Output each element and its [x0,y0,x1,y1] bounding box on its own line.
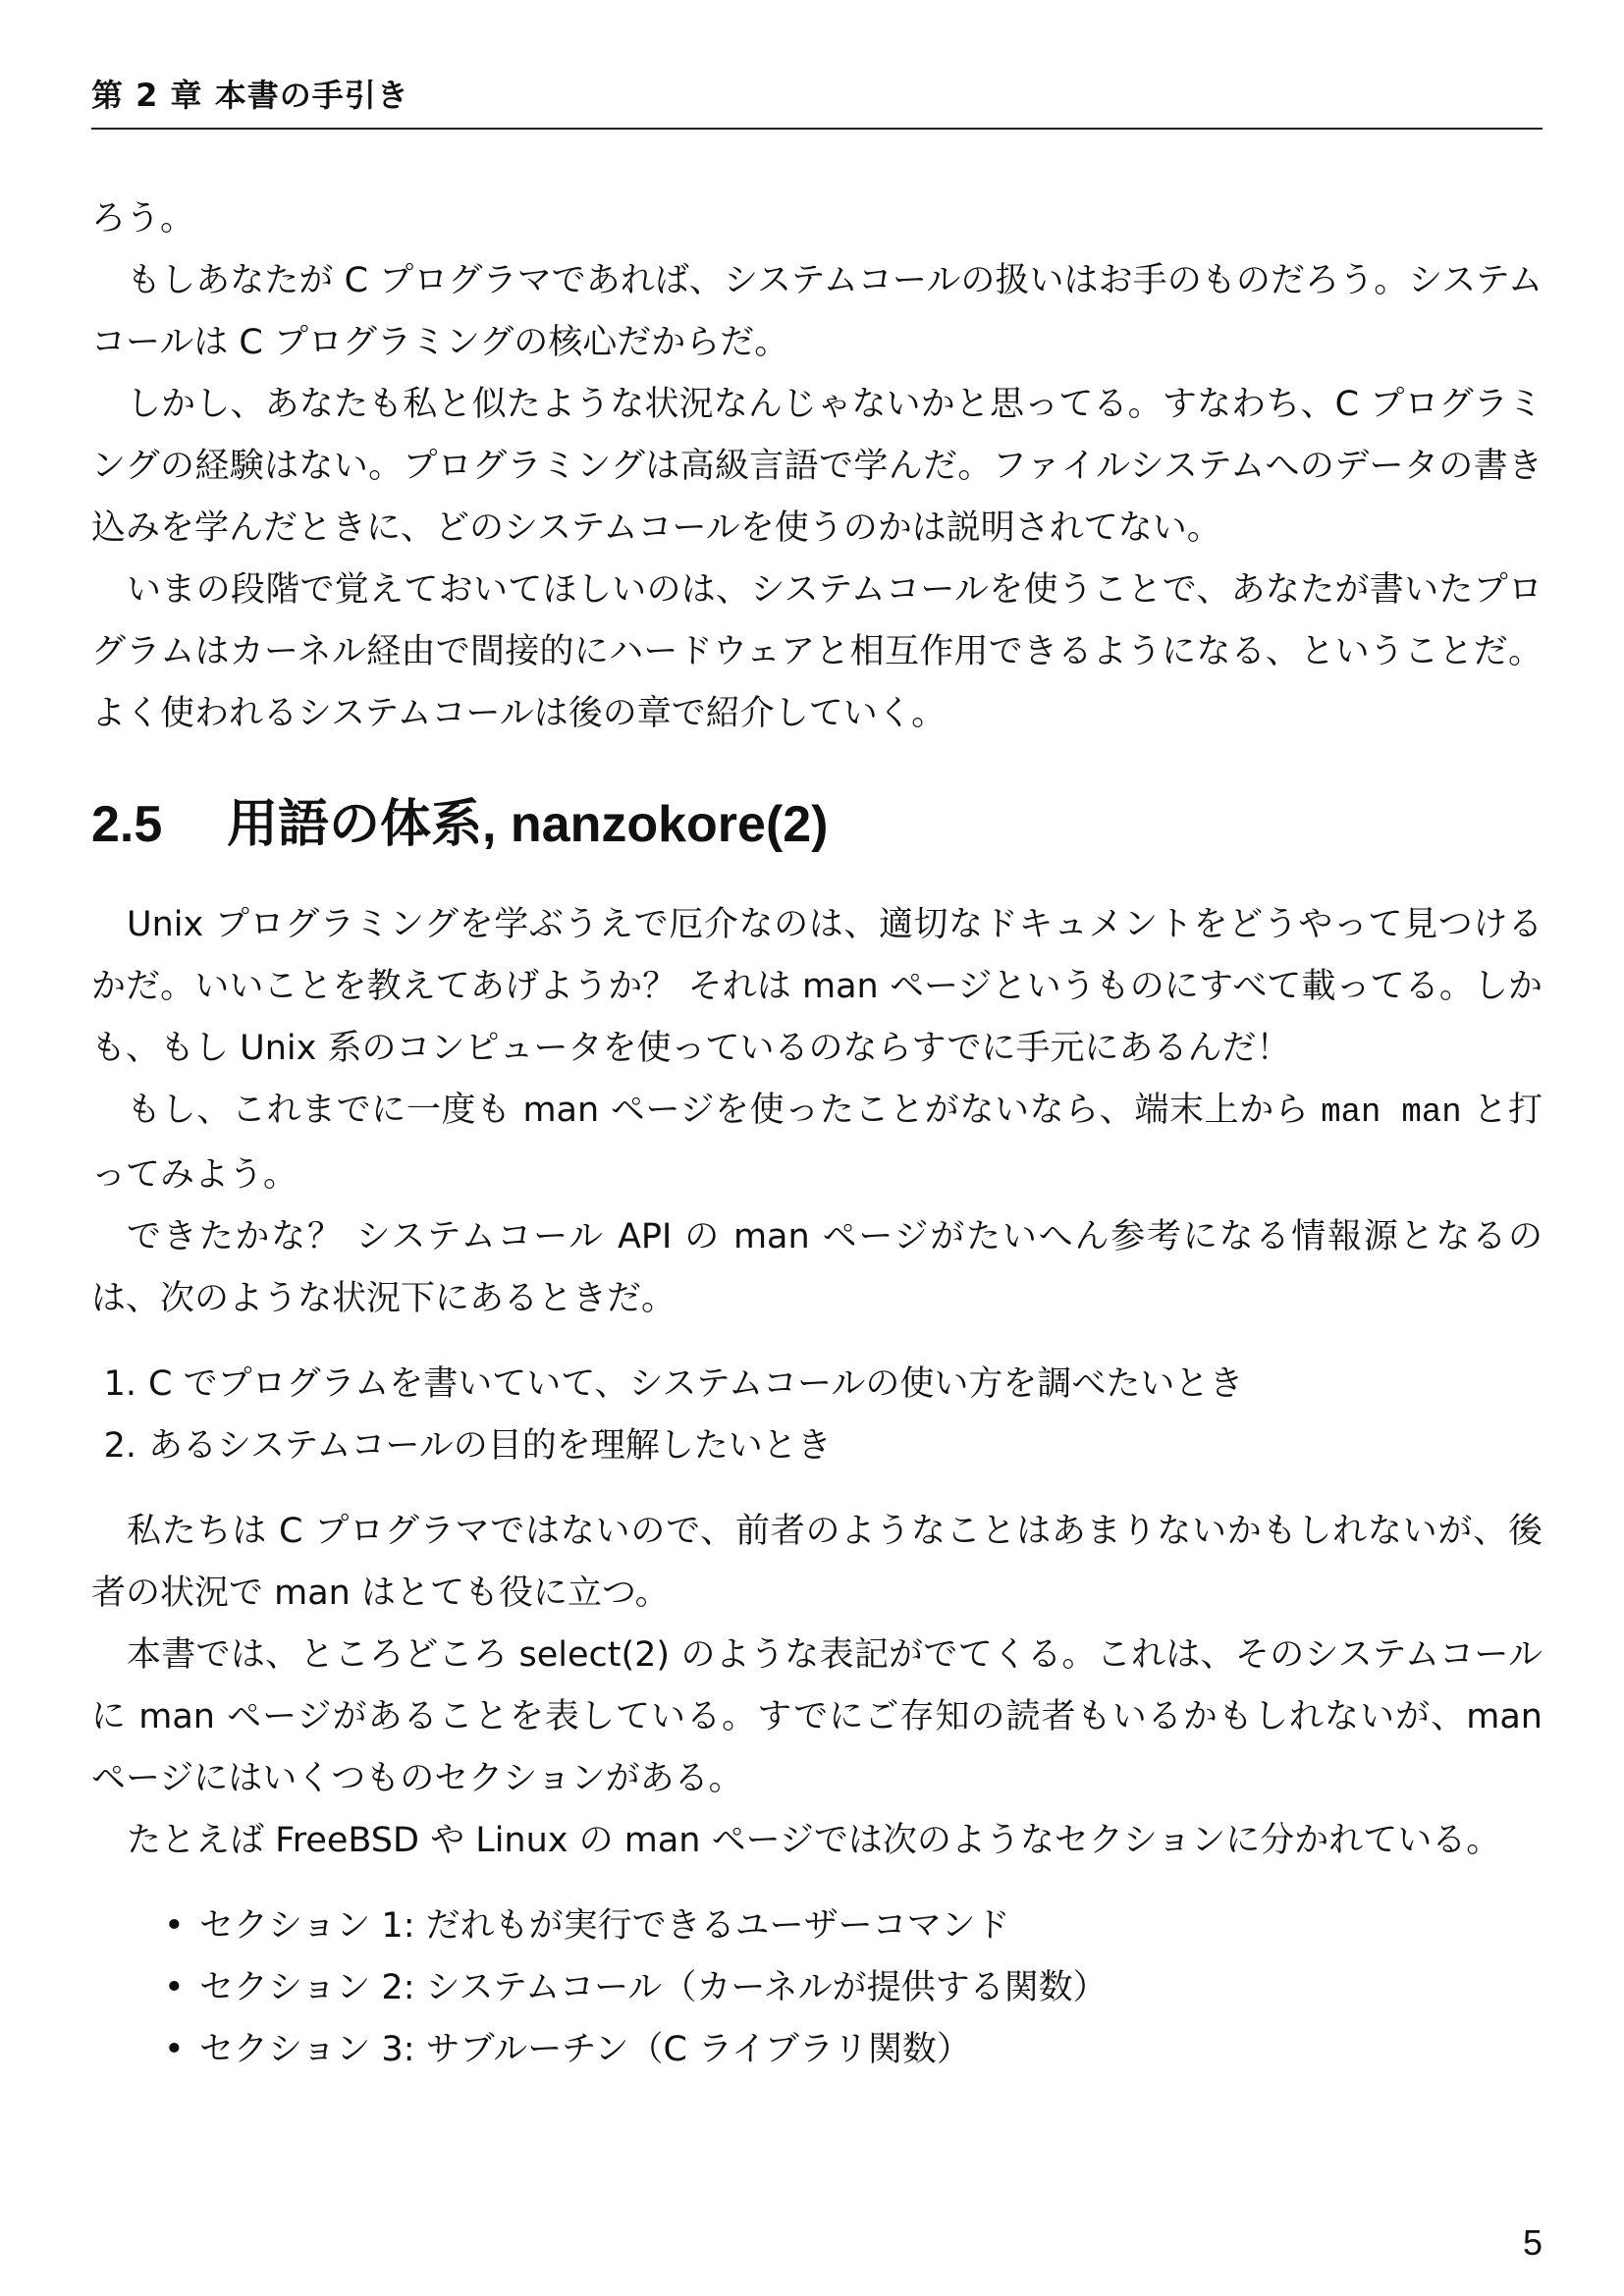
section-number: 2.5 [91,796,163,853]
paragraph: しかし、あなたも私と似たような状況なんじゃないかと思ってる。すなわち、C プログラミングの経験はない。プログラミングは高級言語で学んだ。ファイルシステムへのデータの書き込みを学んだときに、どのシステムコールを使うのかは説明されてない。 [91,385,1543,548]
list-item [91,1957,1543,2019]
list-item [91,1415,1543,1477]
paragraph-text: と打ってみよう。 [91,1091,1543,1195]
bullet-marker: • [164,2030,185,2069]
section-heading [91,790,1543,859]
list-item [91,2019,1543,2081]
list-item-text: セクション 2: システムコール（カーネルが提供する関数） [199,1968,1108,2007]
list-item-text: セクション 1: だれもが実行できるユーザーコマンド [199,1906,1010,1946]
paragraph: いまの段階で覚えておいてほしいのは、システムコールを使うことで、あなたが書いたプログラムはカーネル経由で間接的にハードウェアと相互作用できるようになる、ということだ。よく使われるシステムコールは後の章で紹介していく。 [91,570,1543,733]
list-marker: 1. [103,1364,136,1404]
list-item-text: あるシステムコールの目的を理解したいとき [148,1426,832,1466]
paragraph: Unix プログラミングを学ぶうえで厄介なのは、適切なドキュメントをどうやって見つけるかだ。いいことを教えてあげようか？ それは man ページというものにすべて載ってる。しかも、もし Unix 系のコンピュータを使っているのならすでに手元にあるんだ！ [91,905,1543,1068]
running-head: 第 2 章 本書の手引き [91,71,1543,130]
paragraph: できたかな？ システムコール API の man ページがたいへん参考になる情報源となるのは、次のような状況下にあるときだ。 [91,1217,1543,1318]
bullet-list [91,1896,1543,2081]
inline-code: man man [1321,1095,1462,1132]
paragraph: たとえば FreeBSD や Linux の man ページでは次のようなセクションに分かれている。 [127,1821,1501,1860]
page-number: 5 [1522,2222,1543,2263]
bullet-marker: • [164,1968,185,2007]
paragraph: もしあなたが C プログラマであれば、システムコールの扱いはお手のものだろう。システムコールは C プログラミングの核心だからだ。 [91,261,1543,362]
paragraph-text: もし、これまでに一度も man ページを使ったことがないなら、端末上から [127,1091,1322,1130]
list-item-text: セクション 3: サブルーチン（C ライブラリ関数） [199,2030,971,2069]
paragraph-with-code [91,1080,1543,1206]
list-item [91,1896,1543,1957]
list-item [91,1354,1543,1415]
paragraph-continuation: ろう。 [91,199,195,239]
paragraph: 本書では、ところどころ select(2) のような表記がでてくる。これは、そのシステムコールに man ページがあることを表している。すでにご存知の読者もいるかもしれないが、man ページにはいくつものセクションがある。 [91,1635,1543,1798]
section-title: 用語の体系, nanzokore(2) [227,796,829,853]
list-item-text: C でプログラムを書いていて、システムコールの使い方を調べたいとき [148,1364,1244,1404]
ordered-list [91,1354,1543,1477]
paragraph: 私たちは C プログラマではないので、前者のようなことはあまりないかもしれないが、後者の状況で man はとても役に立つ。 [91,1512,1543,1613]
body-text [91,188,1543,2105]
list-marker: 2. [103,1426,136,1466]
bullet-marker: • [164,1906,185,1946]
